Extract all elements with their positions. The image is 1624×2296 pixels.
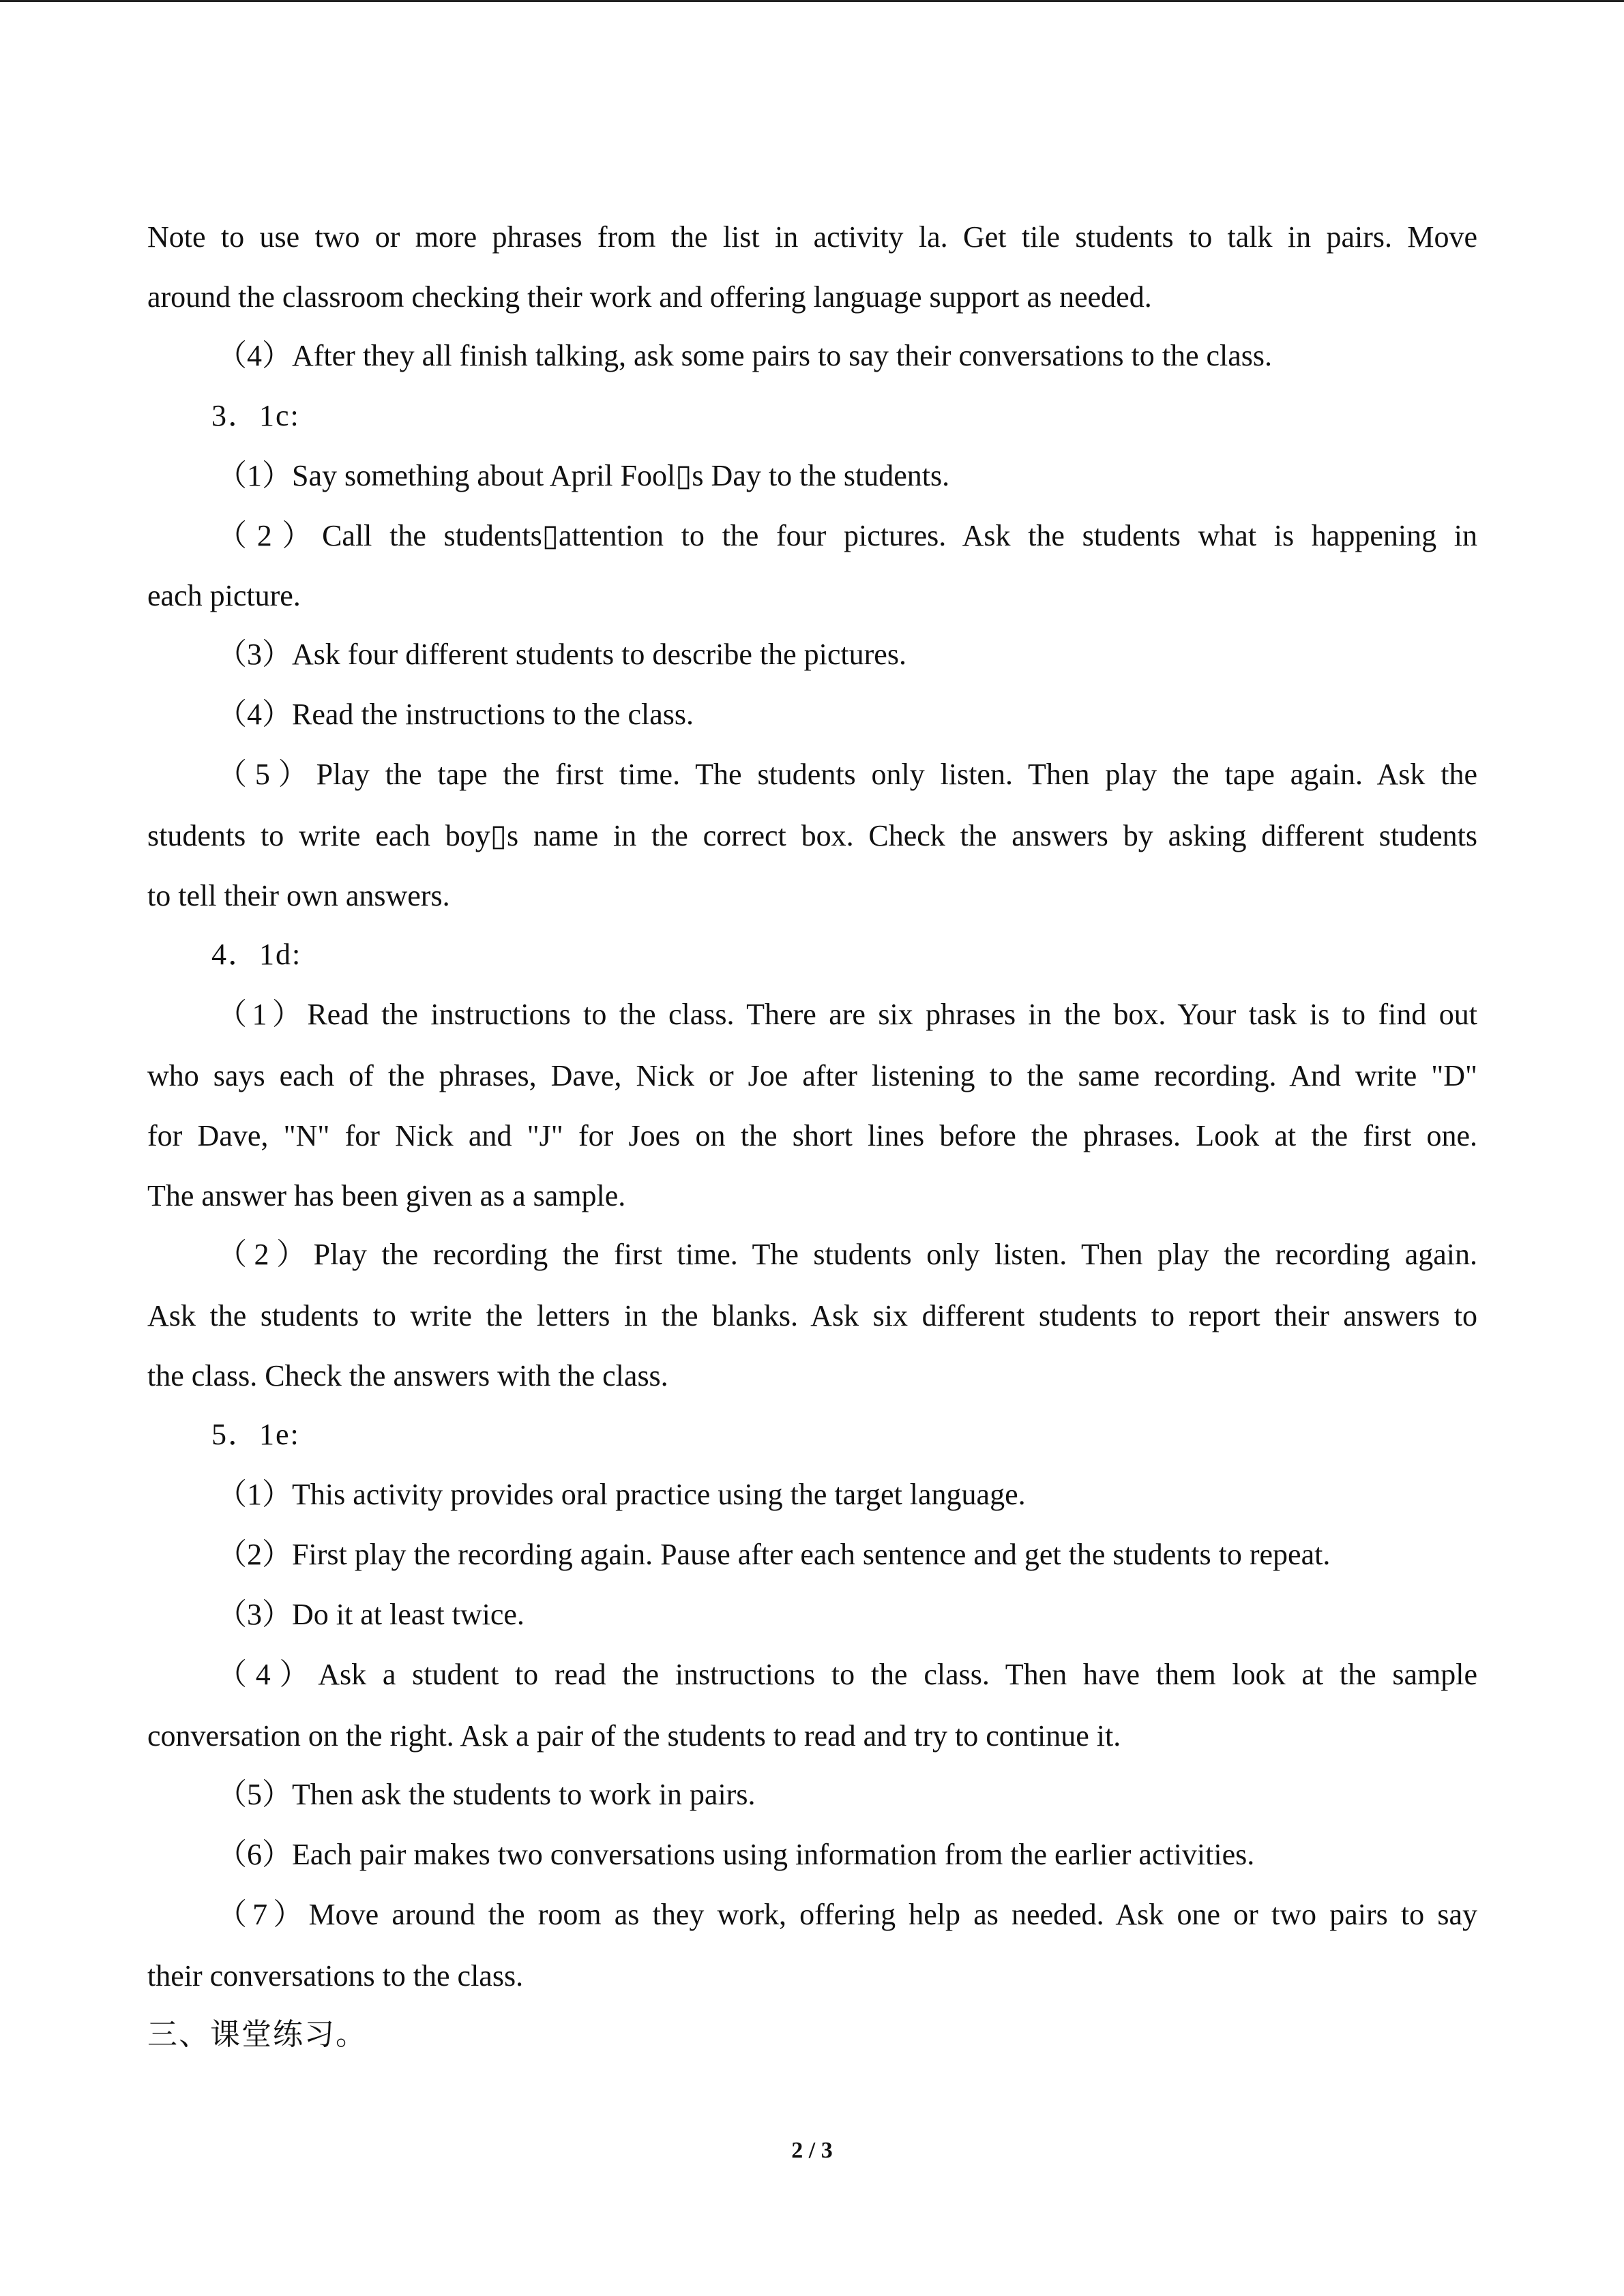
text-line: each picture. bbox=[147, 579, 301, 612]
text-line: （2）Call the students▯attention to the four pictures. Ask the students what is happening in bbox=[217, 519, 1477, 552]
text-line: students to write each boy▯s name in the correct box. Check the answers by asking different students bbox=[147, 819, 1477, 852]
text-line: （5）Then ask the students to work in pairs. bbox=[217, 1778, 756, 1811]
text-line: The answer has been given as a sample. bbox=[147, 1179, 626, 1212]
text-line: （4）After they all finish talking, ask some pairs to say their conversations to the class. bbox=[217, 339, 1273, 372]
text-line: （7）Move around the room as they work, offering help as needed. Ask one or two pairs to say bbox=[217, 1898, 1477, 1931]
text-line: who says each of the phrases, Dave, Nick or Joe after listening to the same recording. And write "D" bbox=[147, 1059, 1477, 1092]
text-line: the class. Check the answers with the class. bbox=[147, 1359, 668, 1392]
text-line: （5）Play the tape the first time. The students only listen. Then play the tape again. Ask the bbox=[217, 758, 1477, 791]
section-heading: 3．1c: bbox=[211, 399, 300, 432]
text-line: （1）This activity provides oral practice using the target language. bbox=[217, 1478, 1026, 1511]
text-line: （2）Play the recording the first time. The students only listen. Then play the recording again. bbox=[217, 1238, 1477, 1271]
text-line: Ask the students to write the letters in the blanks. Ask six different students to report their answers to bbox=[147, 1299, 1477, 1332]
text-line: （3）Do it at least twice. bbox=[217, 1598, 525, 1631]
text-line: around the classroom checking their work and offering language support as needed. bbox=[147, 280, 1152, 314]
text-line: conversation on the right. Ask a pair of the students to read and try to continue it. bbox=[147, 1719, 1121, 1753]
text-line: （1）Say something about April Fool▯s Day to the students. bbox=[217, 459, 950, 492]
text-line: （4）Read the instructions to the class. bbox=[217, 698, 694, 731]
text-line: （6）Each pair makes two conversations using information from the earlier activities. bbox=[217, 1838, 1255, 1871]
text-line: （3）Ask four different students to describe the pictures. bbox=[217, 638, 906, 671]
top-border-rule bbox=[0, 0, 1624, 2]
section-heading: 4．1d: bbox=[211, 938, 302, 971]
section-heading: 三、课堂练习。 bbox=[147, 2018, 367, 2051]
page-number: 2 / 3 bbox=[791, 2138, 833, 2163]
text-line: for Dave, "N" for Nick and "J" for Joes on the short lines before the phrases. Look at the first one. bbox=[147, 1119, 1477, 1152]
text-line: （2）First play the recording again. Pause after each sentence and get the students to repeat. bbox=[217, 1538, 1331, 1571]
section-heading: 5．1e: bbox=[211, 1418, 300, 1451]
text-line: （1）Read the instructions to the class. There are six phrases in the box. Your task is to find out bbox=[217, 998, 1477, 1031]
text-line: （4）Ask a student to read the instructions to the class. Then have them look at the sample bbox=[217, 1658, 1477, 1691]
text-line: their conversations to the class. bbox=[147, 1959, 524, 1993]
text-line: Note to use two or more phrases from the list in activity la. Get tile students to talk in pairs. Move bbox=[147, 220, 1477, 254]
text-line: to tell their own answers. bbox=[147, 879, 450, 912]
